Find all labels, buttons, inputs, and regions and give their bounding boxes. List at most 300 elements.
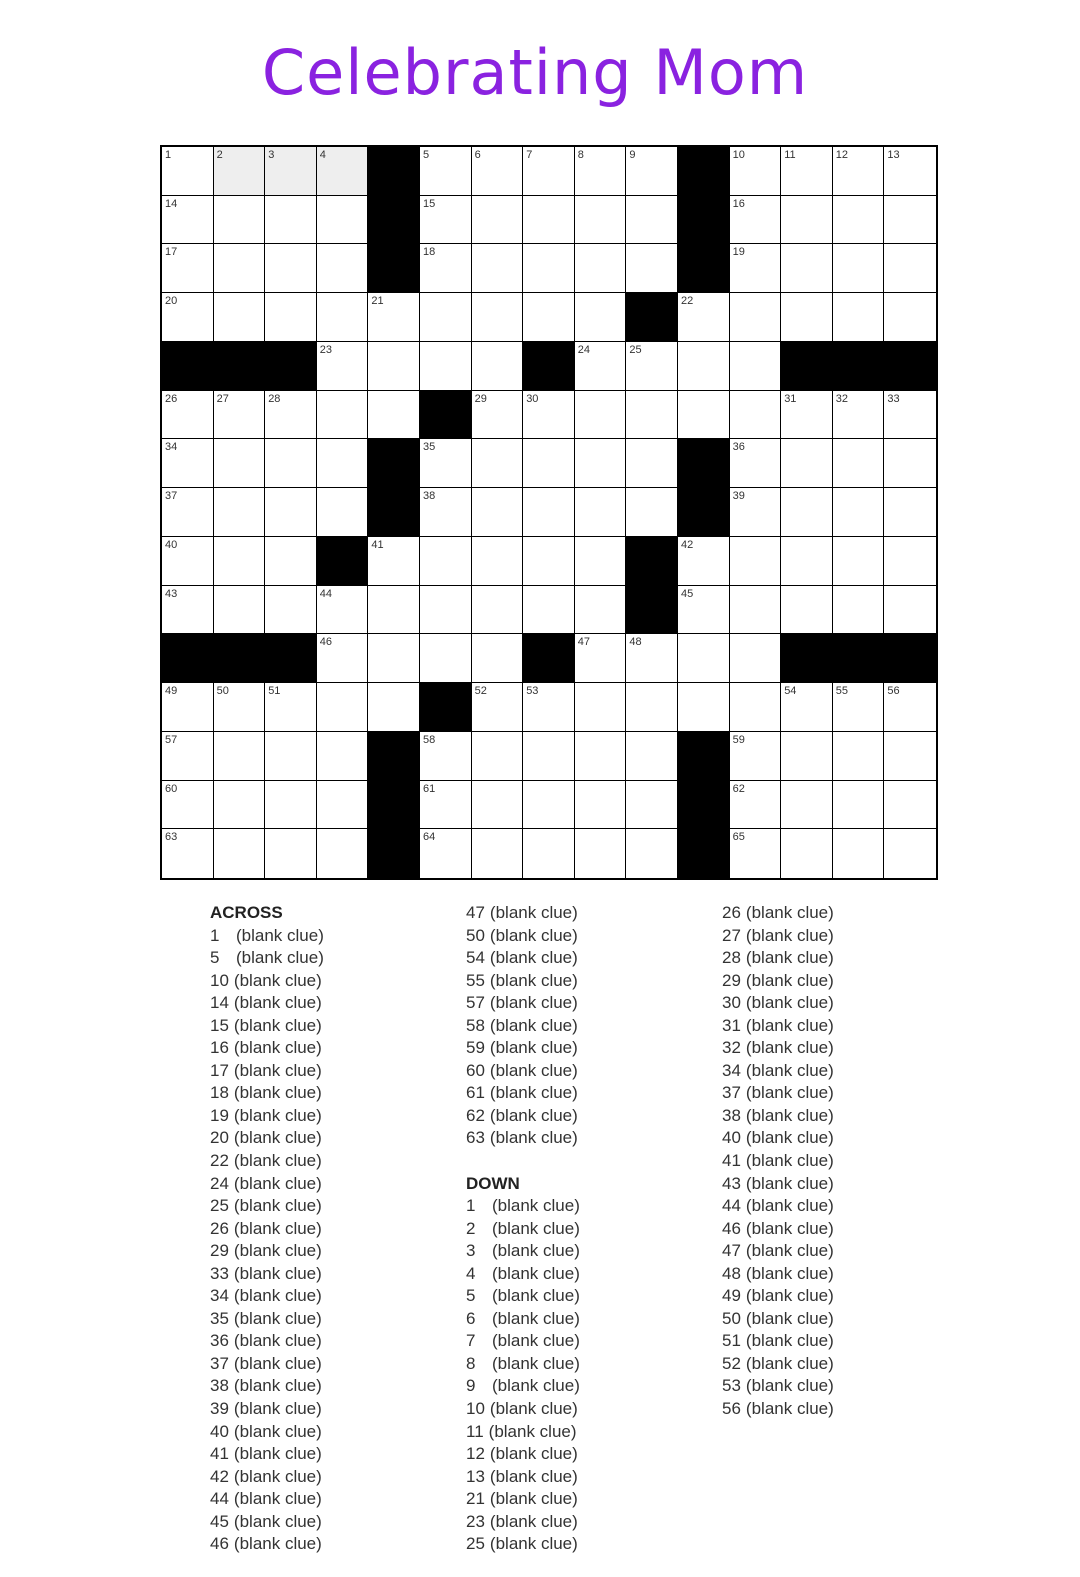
grid-cell[interactable] — [833, 781, 885, 830]
clue-item — [722, 1015, 834, 1038]
grid-cell[interactable] — [214, 488, 266, 537]
grid-cell[interactable] — [317, 244, 369, 293]
grid-cell[interactable] — [523, 391, 575, 440]
grid-cell[interactable] — [214, 147, 266, 196]
grid-cell[interactable] — [678, 586, 730, 635]
clue-text: (blank clue) — [492, 1353, 580, 1373]
grid-cell[interactable] — [368, 634, 420, 683]
clue-text: (blank clue) — [745, 925, 834, 945]
grid-cell[interactable] — [162, 829, 214, 878]
grid-cell[interactable] — [884, 196, 936, 245]
cell-number: 39 — [732, 490, 745, 503]
clue-item — [210, 1082, 324, 1105]
grid-cell[interactable] — [265, 293, 317, 342]
grid-cell[interactable] — [317, 147, 369, 196]
clue-number: 20 — [210, 1128, 229, 1148]
clue-number: 1 — [210, 925, 220, 945]
grid-cell[interactable] — [884, 683, 936, 732]
grid-cell[interactable] — [162, 196, 214, 245]
clue-number: 50 — [722, 1308, 741, 1328]
grid-cell[interactable] — [317, 342, 369, 391]
grid-cell[interactable] — [884, 732, 936, 781]
grid-cell[interactable] — [265, 829, 317, 878]
grid-cell[interactable] — [214, 586, 266, 635]
grid-cell[interactable] — [523, 829, 575, 878]
grid-cell[interactable] — [575, 391, 627, 440]
grid-cell[interactable] — [833, 537, 885, 586]
grid-cell[interactable] — [575, 244, 627, 293]
clue-text: (blank clue) — [233, 1038, 322, 1058]
clue-number: 10 — [466, 1399, 485, 1419]
grid-cell[interactable] — [730, 342, 782, 391]
grid-cell[interactable] — [214, 683, 266, 732]
grid-cell[interactable] — [730, 829, 782, 878]
grid-cell[interactable] — [781, 391, 833, 440]
grid-cell[interactable] — [472, 829, 524, 878]
grid-cell[interactable] — [317, 829, 369, 878]
grid-cell[interactable] — [368, 537, 420, 586]
grid-block — [317, 537, 369, 586]
grid-cell[interactable] — [884, 586, 936, 635]
grid-cell[interactable] — [626, 244, 678, 293]
grid-cell[interactable] — [626, 683, 678, 732]
clue-number: 48 — [722, 1263, 741, 1283]
clue-number: 29 — [722, 970, 741, 990]
grid-cell[interactable] — [265, 196, 317, 245]
grid-block — [833, 634, 885, 683]
grid-cell[interactable] — [575, 829, 627, 878]
cell-number: 1 — [165, 149, 172, 161]
clue-number: 22 — [210, 1151, 229, 1171]
grid-cell[interactable] — [730, 488, 782, 537]
grid-cell[interactable] — [472, 293, 524, 342]
grid-cell[interactable] — [420, 781, 472, 830]
grid-cell[interactable] — [472, 634, 524, 683]
grid-cell[interactable] — [781, 244, 833, 293]
grid-cell[interactable] — [730, 147, 782, 196]
cell-number: 16 — [732, 197, 745, 210]
clue-item — [466, 1398, 580, 1421]
grid-cell[interactable] — [214, 293, 266, 342]
grid-block — [523, 634, 575, 683]
grid-block — [368, 488, 420, 537]
cell-number: 43 — [165, 587, 178, 600]
cell-number: 48 — [629, 636, 642, 649]
grid-cell[interactable] — [730, 391, 782, 440]
grid-cell[interactable] — [265, 391, 317, 440]
clue-item — [722, 1263, 834, 1286]
grid-cell[interactable] — [420, 439, 472, 488]
grid-cell[interactable] — [265, 586, 317, 635]
grid-cell[interactable] — [368, 293, 420, 342]
grid-cell[interactable] — [317, 683, 369, 732]
grid-cell[interactable] — [214, 391, 266, 440]
clue-text: (blank clue) — [233, 1308, 322, 1328]
clue-number: 51 — [722, 1331, 741, 1351]
grid-cell[interactable] — [575, 732, 627, 781]
grid-cell[interactable] — [781, 683, 833, 732]
grid-cell[interactable] — [523, 293, 575, 342]
grid-cell[interactable] — [678, 293, 730, 342]
grid-cell[interactable] — [317, 586, 369, 635]
grid-cell[interactable] — [575, 586, 627, 635]
clue-number: 4 — [466, 1263, 476, 1283]
grid-cell[interactable] — [420, 342, 472, 391]
clue-item — [210, 1398, 324, 1421]
grid-cell[interactable] — [884, 488, 936, 537]
grid-cell[interactable] — [523, 683, 575, 732]
grid-cell[interactable] — [575, 488, 627, 537]
grid-cell[interactable] — [523, 537, 575, 586]
grid-cell[interactable] — [317, 391, 369, 440]
grid-cell[interactable] — [317, 439, 369, 488]
grid-cell[interactable] — [730, 781, 782, 830]
grid-cell[interactable] — [833, 391, 885, 440]
clue-number: 24 — [210, 1173, 229, 1193]
clue-number: 28 — [722, 948, 741, 968]
cell-number: 25 — [629, 343, 642, 356]
grid-cell[interactable] — [575, 537, 627, 586]
grid-cell[interactable] — [265, 439, 317, 488]
clue-number: 33 — [210, 1263, 229, 1283]
grid-cell[interactable] — [626, 439, 678, 488]
clue-number: 12 — [466, 1444, 485, 1464]
grid-cell[interactable] — [575, 683, 627, 732]
grid-cell[interactable] — [472, 537, 524, 586]
grid-cell[interactable] — [214, 781, 266, 830]
grid-cell[interactable] — [472, 781, 524, 830]
grid-cell[interactable] — [626, 391, 678, 440]
grid-cell[interactable] — [214, 732, 266, 781]
grid-cell[interactable] — [420, 147, 472, 196]
clue-item — [466, 992, 580, 1015]
clue-item — [466, 1353, 580, 1376]
grid-cell[interactable] — [678, 342, 730, 391]
clue-number: 53 — [722, 1376, 741, 1396]
grid-cell[interactable] — [420, 732, 472, 781]
grid-cell[interactable] — [730, 634, 782, 683]
clue-number: 40 — [210, 1421, 229, 1441]
grid-cell[interactable] — [575, 147, 627, 196]
grid-cell[interactable] — [833, 196, 885, 245]
grid-cell[interactable] — [884, 244, 936, 293]
clue-text: (blank clue) — [233, 1421, 322, 1441]
grid-cell[interactable] — [472, 732, 524, 781]
grid-cell[interactable] — [833, 829, 885, 878]
clue-item — [210, 947, 324, 970]
grid-cell[interactable] — [884, 293, 936, 342]
grid-cell[interactable] — [833, 244, 885, 293]
clue-text: (blank clue) — [489, 1534, 578, 1554]
clue-item — [210, 1308, 324, 1331]
grid-cell[interactable] — [730, 196, 782, 245]
grid-cell[interactable] — [730, 586, 782, 635]
grid-cell[interactable] — [884, 147, 936, 196]
grid-cell[interactable] — [420, 829, 472, 878]
grid-cell[interactable] — [730, 244, 782, 293]
grid-cell[interactable] — [781, 488, 833, 537]
grid-cell[interactable] — [884, 829, 936, 878]
clue-text: (blank clue) — [745, 993, 834, 1013]
grid-cell[interactable] — [162, 732, 214, 781]
grid-cell[interactable] — [523, 439, 575, 488]
clue-text: (blank clue) — [745, 1331, 834, 1351]
grid-cell[interactable] — [214, 829, 266, 878]
grid-cell[interactable] — [368, 586, 420, 635]
grid-cell[interactable] — [265, 732, 317, 781]
clue-text: (blank clue) — [489, 948, 578, 968]
grid-block — [678, 147, 730, 196]
clue-text: (blank clue) — [492, 1286, 580, 1306]
clue-item — [210, 1173, 324, 1196]
clue-number: 62 — [466, 1105, 485, 1125]
grid-cell[interactable] — [626, 342, 678, 391]
grid-cell[interactable] — [575, 342, 627, 391]
clue-text: (blank clue) — [489, 1105, 578, 1125]
grid-cell[interactable] — [317, 732, 369, 781]
grid-cell[interactable] — [472, 439, 524, 488]
clue-number: 49 — [722, 1286, 741, 1306]
grid-block — [678, 244, 730, 293]
clue-number: 10 — [210, 970, 229, 990]
clue-text: (blank clue) — [233, 1444, 322, 1464]
grid-cell[interactable] — [781, 732, 833, 781]
grid-cell[interactable] — [368, 342, 420, 391]
grid-cell[interactable] — [781, 293, 833, 342]
clue-item — [466, 1375, 580, 1398]
grid-cell[interactable] — [833, 488, 885, 537]
grid-cell[interactable] — [472, 488, 524, 537]
clue-item — [722, 925, 834, 948]
grid-cell[interactable] — [162, 683, 214, 732]
grid-block — [368, 196, 420, 245]
grid-cell[interactable] — [781, 439, 833, 488]
grid-cell[interactable] — [472, 196, 524, 245]
grid-block — [368, 829, 420, 878]
grid-cell[interactable] — [472, 391, 524, 440]
clue-text: (blank clue) — [745, 1263, 834, 1283]
cell-number: 60 — [165, 782, 178, 795]
grid-cell[interactable] — [626, 732, 678, 781]
grid-cell[interactable] — [523, 781, 575, 830]
grid-cell[interactable] — [162, 586, 214, 635]
grid-cell[interactable] — [833, 439, 885, 488]
cell-number: 34 — [165, 441, 178, 454]
grid-cell[interactable] — [265, 537, 317, 586]
grid-cell[interactable] — [420, 634, 472, 683]
grid-cell[interactable] — [420, 196, 472, 245]
grid-cell[interactable] — [833, 683, 885, 732]
grid-block — [678, 732, 730, 781]
cell-number: 46 — [319, 636, 333, 649]
clue-text: (blank clue) — [745, 1083, 834, 1103]
grid-cell[interactable] — [833, 732, 885, 781]
grid-cell[interactable] — [781, 196, 833, 245]
grid-cell[interactable] — [265, 488, 317, 537]
clue-item — [722, 1082, 834, 1105]
grid-cell[interactable] — [833, 293, 885, 342]
clue-number: 56 — [722, 1399, 741, 1419]
grid-cell[interactable] — [162, 488, 214, 537]
clue-number: 54 — [466, 948, 485, 968]
grid-cell[interactable] — [626, 634, 678, 683]
cell-number: 20 — [165, 295, 178, 308]
grid-cell[interactable] — [730, 293, 782, 342]
grid-cell[interactable] — [884, 781, 936, 830]
clue-item — [722, 947, 834, 970]
clue-text: (blank clue) — [233, 1105, 322, 1125]
grid-cell[interactable] — [575, 781, 627, 830]
grid-cell[interactable] — [317, 634, 369, 683]
cell-number: 41 — [371, 538, 384, 551]
grid-cell[interactable] — [214, 244, 266, 293]
grid-cell[interactable] — [523, 732, 575, 781]
grid-cell[interactable] — [523, 244, 575, 293]
grid-cell[interactable] — [162, 537, 214, 586]
grid-cell[interactable] — [575, 634, 627, 683]
grid-cell[interactable] — [368, 683, 420, 732]
grid-cell[interactable] — [575, 196, 627, 245]
grid-block — [162, 634, 214, 683]
grid-cell[interactable] — [523, 196, 575, 245]
grid-cell[interactable] — [781, 781, 833, 830]
grid-cell[interactable] — [678, 537, 730, 586]
grid-cell[interactable] — [833, 586, 885, 635]
clue-number: 40 — [722, 1128, 741, 1148]
grid-cell[interactable] — [678, 683, 730, 732]
cell-number: 10 — [732, 149, 745, 161]
clue-text: (blank clue) — [745, 1105, 834, 1125]
grid-cell[interactable] — [317, 781, 369, 830]
grid-cell[interactable] — [730, 683, 782, 732]
grid-cell[interactable] — [317, 488, 369, 537]
grid-cell[interactable] — [214, 537, 266, 586]
grid-cell[interactable] — [420, 586, 472, 635]
grid-cell[interactable] — [781, 829, 833, 878]
clue-number: 30 — [722, 993, 741, 1013]
cell-number: 9 — [629, 149, 636, 161]
grid-cell[interactable] — [472, 147, 524, 196]
grid-cell[interactable] — [162, 293, 214, 342]
grid-cell[interactable] — [368, 391, 420, 440]
clue-item — [722, 1353, 834, 1376]
grid-cell[interactable] — [472, 586, 524, 635]
grid-cell[interactable] — [730, 537, 782, 586]
grid-cell[interactable] — [678, 391, 730, 440]
clue-text: (blank clue) — [489, 925, 578, 945]
grid-cell[interactable] — [420, 244, 472, 293]
grid-cell[interactable] — [214, 196, 266, 245]
down-heading: DOWN — [466, 1173, 520, 1193]
clue-text: (blank clue) — [492, 1263, 580, 1283]
cell-number: 58 — [422, 733, 436, 746]
grid-cell[interactable] — [781, 537, 833, 586]
clue-number: 1 — [466, 1196, 476, 1216]
clue-item — [210, 1488, 324, 1511]
clue-item — [466, 1330, 580, 1353]
grid-block — [265, 634, 317, 683]
clue-number: 43 — [722, 1173, 741, 1193]
clue-number: 36 — [210, 1331, 229, 1351]
clue-item — [466, 1218, 580, 1241]
clue-number: 32 — [722, 1038, 741, 1058]
grid-block — [214, 634, 266, 683]
clue-text: (blank clue) — [233, 1489, 322, 1509]
grid-cell[interactable] — [420, 293, 472, 342]
grid-cell[interactable] — [626, 781, 678, 830]
grid-block — [162, 342, 214, 391]
clue-item — [210, 1218, 324, 1241]
grid-cell[interactable] — [781, 147, 833, 196]
grid-cell[interactable] — [265, 683, 317, 732]
grid-cell[interactable] — [626, 488, 678, 537]
clue-item — [466, 1105, 580, 1128]
grid-cell[interactable] — [833, 147, 885, 196]
grid-cell[interactable] — [162, 147, 214, 196]
grid-cell[interactable] — [214, 439, 266, 488]
clue-text: (blank clue) — [745, 1173, 834, 1193]
grid-cell[interactable] — [317, 196, 369, 245]
grid-cell[interactable] — [884, 439, 936, 488]
grid-cell[interactable] — [884, 391, 936, 440]
clue-text: (blank clue) — [233, 1399, 322, 1419]
grid-cell[interactable] — [575, 293, 627, 342]
grid-cell[interactable] — [884, 537, 936, 586]
clue-text: (blank clue) — [233, 1218, 322, 1238]
grid-cell[interactable] — [265, 147, 317, 196]
grid-cell[interactable] — [162, 439, 214, 488]
grid-cell[interactable] — [730, 732, 782, 781]
cell-number: 36 — [732, 441, 745, 454]
clue-item — [466, 1082, 580, 1105]
grid-cell[interactable] — [420, 537, 472, 586]
clue-text: (blank clue) — [233, 970, 322, 990]
clue-text: (blank clue) — [233, 1534, 322, 1554]
grid-cell[interactable] — [265, 244, 317, 293]
grid-cell[interactable] — [626, 196, 678, 245]
grid-cell[interactable] — [781, 586, 833, 635]
grid-cell[interactable] — [472, 244, 524, 293]
grid-cell[interactable] — [523, 147, 575, 196]
grid-cell[interactable] — [626, 147, 678, 196]
grid-cell[interactable] — [472, 683, 524, 732]
clue-item — [722, 1037, 834, 1060]
grid-cell[interactable] — [162, 781, 214, 830]
cell-number: 47 — [577, 636, 591, 649]
clue-text: (blank clue) — [233, 1151, 322, 1171]
grid-cell[interactable] — [523, 488, 575, 537]
grid-cell[interactable] — [265, 781, 317, 830]
clue-item — [722, 992, 834, 1015]
grid-cell[interactable] — [317, 293, 369, 342]
grid-cell[interactable] — [523, 586, 575, 635]
grid-cell[interactable] — [472, 342, 524, 391]
grid-cell[interactable] — [575, 439, 627, 488]
clue-number: 8 — [466, 1353, 476, 1373]
cell-number: 55 — [835, 685, 849, 698]
clue-number: 2 — [466, 1218, 476, 1238]
grid-cell[interactable] — [162, 391, 214, 440]
grid-cell[interactable] — [730, 439, 782, 488]
grid-cell[interactable] — [678, 634, 730, 683]
grid-cell[interactable] — [162, 244, 214, 293]
grid-block — [833, 342, 885, 391]
clue-text: (blank clue) — [489, 993, 578, 1013]
clue-text: (blank clue) — [489, 1466, 578, 1486]
grid-cell[interactable] — [420, 488, 472, 537]
clue-number: 38 — [722, 1105, 741, 1125]
grid-cell[interactable] — [626, 829, 678, 878]
